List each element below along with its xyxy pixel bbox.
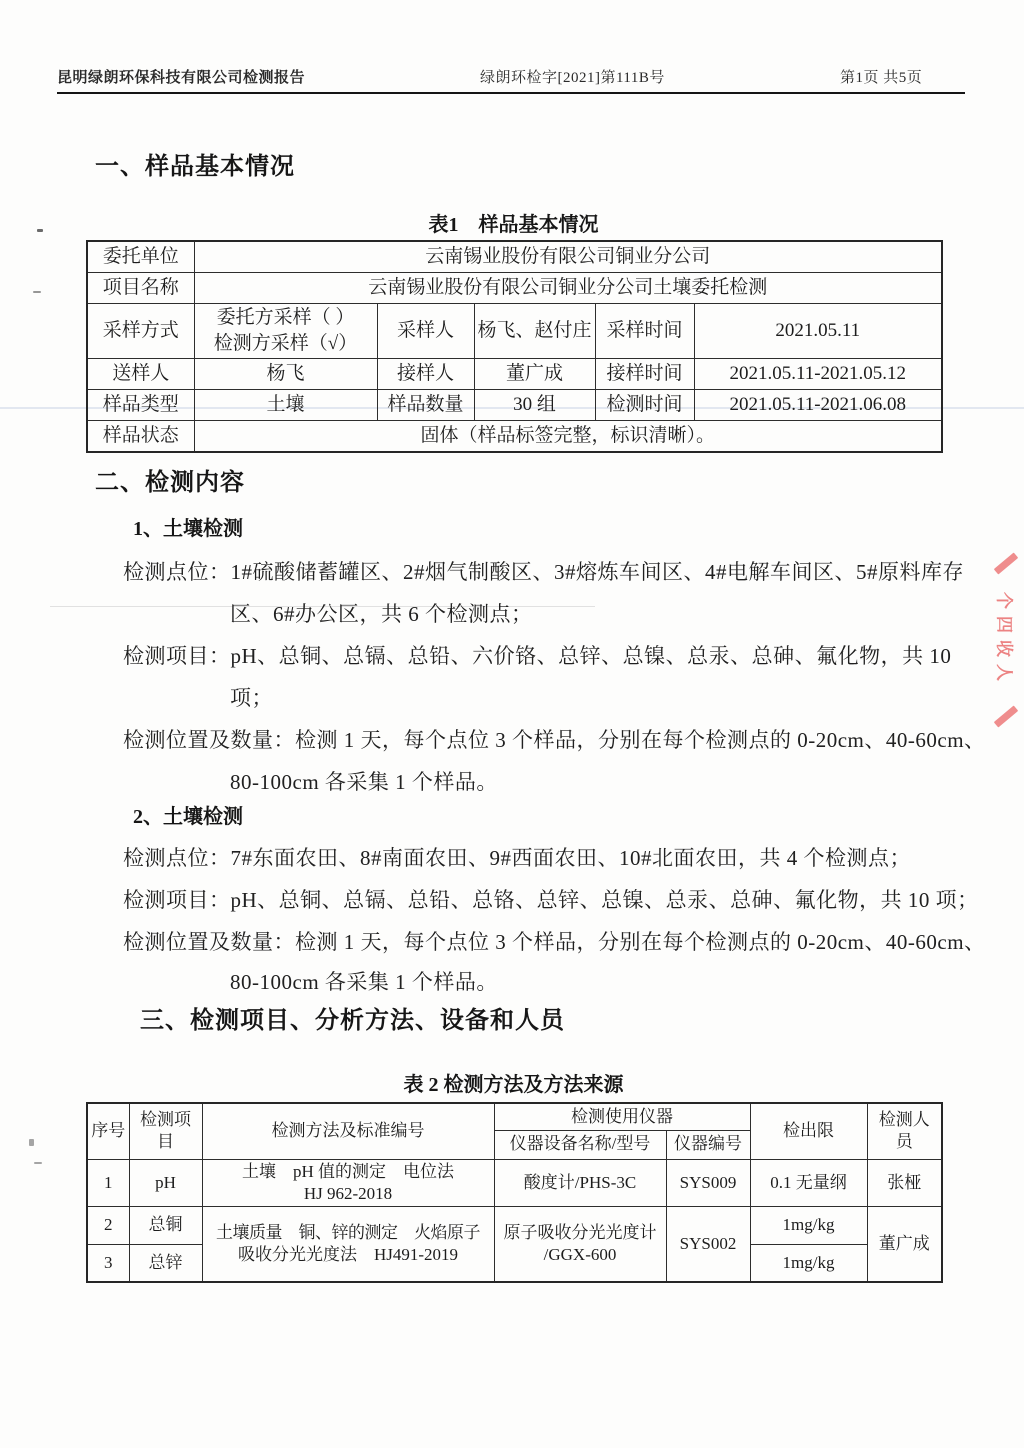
pencil-mark [37, 229, 43, 232]
receive-time-value-cell: 2021.05.11-2021.05.12 [694, 358, 942, 389]
sampling-method-option-client: 委托方采样（ ） [216, 306, 355, 328]
header-item-cell: 检测项目 [129, 1103, 202, 1159]
sampling-time-label-cell: 采样时间 [595, 303, 694, 358]
sample-type-value-cell: 土壤 [194, 389, 377, 420]
header-limit-cell: 检出限 [750, 1103, 867, 1159]
row1-item-cell: pH [129, 1159, 202, 1206]
stamp-text: 个四收人 [994, 592, 1014, 688]
row23-method-line2: 吸收分光光度法 HJ491-2019 [237, 1244, 459, 1264]
receiver-label-cell: 接样人 [377, 358, 474, 389]
row23-instrument-no-cell: SYS002 [666, 1206, 750, 1282]
sub1-items-line2: 项； [230, 686, 273, 710]
row3-seq-cell: 3 [87, 1244, 129, 1282]
section2-sub1-title: 1、土壤检测 [133, 518, 243, 540]
sub2-qty-line2: 80-100cm 各采集 1 个样品。 [230, 970, 498, 994]
sampling-time-value-cell: 2021.05.11 [694, 303, 942, 358]
sample-state-value-cell: 固体（样品标签完整，标识清晰）。 [194, 420, 942, 452]
receiver-value-cell: 董广成 [474, 358, 595, 389]
red-stamp-partial [988, 560, 1024, 720]
sampling-method-option-lab: 检测方采样（√） [213, 332, 358, 354]
header-seq-cell: 序号 [87, 1103, 129, 1159]
table2-caption: 表 2 检测方法及方法来源 [403, 1074, 624, 1096]
sender-value-cell: 杨飞 [194, 358, 377, 389]
header-rule [57, 92, 965, 94]
sample-type-label-cell: 样品类型 [87, 389, 194, 420]
sub1-points-line1 [123, 556, 964, 586]
sampler-value-cell: 杨飞、赵付庄 [474, 303, 595, 358]
test-time-value-cell: 2021.05.11-2021.06.08 [694, 389, 942, 420]
header-method-cell: 检测方法及标准编号 [202, 1103, 494, 1159]
method-table [86, 1102, 943, 1283]
section1-heading: 一、样品基本情况 [95, 153, 295, 180]
sub1-points-line2: 区、6#办公区，共 6 个检测点； [230, 602, 533, 626]
stamp-stroke-bottom [994, 705, 1018, 727]
header-page-info: 第1页 共5页 [840, 70, 923, 86]
table-row [87, 420, 942, 452]
sub2-points-line: 检测点位：7#东面农田、8#南面农田、9#西面农田、10#北面农田，共 4 个检测点； [123, 846, 911, 870]
header-doc-number: 绿朗环检字[2021]第111B号 [480, 70, 665, 86]
sampling-method-label-cell: 采样方式 [87, 303, 194, 358]
receive-time-label-cell: 接样时间 [595, 358, 694, 389]
row2-seq-cell: 2 [87, 1206, 129, 1244]
header-instrument-group-cell: 检测使用仪器 [494, 1103, 750, 1130]
sub1-qty-line2: 80-100cm 各采集 1 个样品。 [230, 770, 498, 794]
test-time-label-cell: 检测时间 [595, 389, 694, 420]
client-label-cell: 委托单位 [87, 241, 194, 272]
row23-instrument-cell [494, 1206, 666, 1282]
row1-method-cell [202, 1159, 494, 1206]
row1-method-line2: HJ 962-2018 [303, 1183, 393, 1203]
sample-qty-value-cell: 30 组 [474, 389, 595, 420]
sample-qty-label-cell: 样品数量 [377, 389, 474, 420]
table-row [87, 303, 942, 358]
sampling-method-value-cell [194, 303, 377, 358]
sub1-items-label: 检测项目： [123, 644, 231, 668]
project-value-cell: 云南锡业股份有限公司铜业分公司土壤委托检测 [194, 272, 942, 303]
row2-limit-cell: 1mg/kg [750, 1206, 867, 1244]
section3-heading: 三、检测项目、分析方法、设备和人员 [140, 1007, 565, 1034]
pencil-mark [33, 291, 41, 293]
header-company-title: 昆明绿朗环保科技有限公司检测报告 [57, 69, 306, 86]
row3-item-cell: 总锌 [129, 1244, 202, 1282]
section2-heading: 二、检测内容 [95, 469, 245, 496]
row23-instrument-line1: 原子吸收分光光度计 [503, 1222, 657, 1242]
row3-limit-cell: 1mg/kg [750, 1244, 867, 1282]
table-row [87, 1206, 942, 1244]
row1-instrument-cell: 酸度计/PHS-3C [494, 1159, 666, 1206]
header-instrument-name-cell: 仪器设备名称/型号 [494, 1130, 666, 1159]
sub1-items-line1 [123, 640, 951, 670]
table-row [87, 389, 942, 420]
row1-instrument-no-cell: SYS009 [666, 1159, 750, 1206]
pencil-mark [29, 1139, 34, 1146]
sub1-points-text: 1#硫酸储蓄罐区、2#烟气制酸区、3#熔炼车间区、4#电解车间区、5#原料库存 [230, 560, 964, 584]
client-value-cell: 云南锡业股份有限公司铜业分公司 [194, 241, 942, 272]
row23-method-line1: 土壤质量 铜、锌的测定 火焰原子 [216, 1222, 480, 1242]
table-row [87, 358, 942, 389]
row1-seq-cell: 1 [87, 1159, 129, 1206]
sample-state-label-cell: 样品状态 [87, 420, 194, 452]
table-row [87, 1159, 942, 1206]
table-row [87, 272, 942, 303]
section2-sub2-title: 2、土壤检测 [133, 806, 243, 828]
project-label-cell: 项目名称 [87, 272, 194, 303]
sub1-qty-text: 检测 1 天，每个点位 3 个样品，分别在每个检测点的 0-20cm、40-60cm、 [295, 728, 986, 752]
row1-method-line1: 土壤 pH 值的测定 电位法 [241, 1161, 455, 1181]
row23-instrument-line2: /GGX-600 [543, 1244, 617, 1264]
header-person-cell: 检测人员 [867, 1103, 942, 1159]
row2-item-cell: 总铜 [129, 1206, 202, 1244]
row23-method-cell [202, 1206, 494, 1282]
sub1-qty-line1 [123, 724, 986, 754]
table-row [87, 241, 942, 272]
sample-info-table [86, 240, 943, 453]
table1-caption: 表1 样品基本情况 [428, 214, 599, 236]
row1-limit-cell: 0.1 无量纲 [750, 1159, 867, 1206]
header-instrument-no-cell: 仪器编号 [666, 1130, 750, 1159]
sub1-items-text: pH、总铜、总镉、总铅、六价铬、总锌、总镍、总汞、总砷、氟化物，共 10 [230, 644, 952, 668]
row1-person-cell: 张桠 [867, 1159, 942, 1206]
row23-person-cell: 董广成 [867, 1206, 942, 1282]
stamp-stroke-top [994, 552, 1018, 574]
sub1-qty-label: 检测位置及数量： [123, 728, 295, 752]
sub1-points-label: 检测点位： [123, 560, 231, 584]
sender-label-cell: 送样人 [87, 358, 194, 389]
sub2-qty-line1: 检测位置及数量：检测 1 天，每个点位 3 个样品，分别在每个检测点的 0-20cm、40-60cm、 [123, 930, 986, 954]
pencil-mark [34, 1162, 42, 1164]
sub2-items-line: 检测项目：pH、总铜、总镉、总铅、总铬、总锌、总镍、总汞、总砷、氟化物，共 10 项； [123, 888, 979, 912]
table-header-row [87, 1103, 942, 1130]
sampler-label-cell: 采样人 [377, 303, 474, 358]
